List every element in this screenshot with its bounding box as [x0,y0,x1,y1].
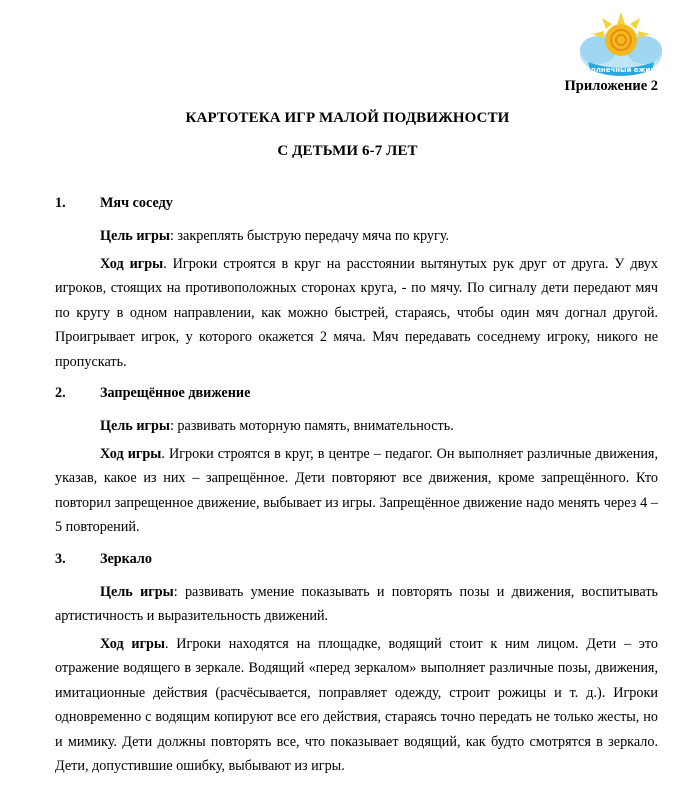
logo-sun-hedgehog [578,10,664,82]
goal-label: Цель игры [100,228,170,244]
goal-text: : развивать моторную память, внимательность. [169,418,454,434]
game-course [55,442,658,540]
game-course [55,252,658,375]
course-label: Ход игры [100,635,165,652]
game-heading [55,548,658,570]
game-goal [55,414,658,439]
game-section [55,548,658,779]
course-label: Ход игры [100,255,164,272]
game-name: Мяч соседу [100,195,173,211]
sun-logo-icon [578,10,664,82]
game-section [55,382,658,540]
game-goal [55,580,658,629]
game-name: Запрещённое движение [100,385,251,401]
appendix-label: Приложение 2 [564,78,658,94]
game-heading [55,382,658,404]
game-course [55,632,658,779]
page-subtitle: С ДЕТЬМИ 6-7 ЛЕТ [277,143,418,159]
svg-text:солнечный ежик: солнечный ежик [586,66,656,74]
game-heading [55,192,658,214]
course-text: . Игроки строятся в круг на расстоянии вытянутых рук друг от друга. У двух игроков, стоящих на противоположных сторонах круга, - по мячу. По сигналу дети передают мяч по кругу в одном направлении, как можно быстрей, стараясь, чтобы один мяч догнал другой. Проигрывает игрок, у которого окажется 2 мяча. Мяч передавать соседнему игроку, никого не пропускать. [55,255,658,370]
game-number: 3. [55,550,66,567]
course-text: . Игроки строятся в круг, в центре – педагог. Он выполняет различные движения, указав, какое из них – запрещённое. Дети повторяют все движения, кроме запрещённого. Кто повторил запрещенное движение, выбывает из игры. Запрещённое движение надо менять через 4 – 5 повторений. [55,445,658,535]
goal-label: Цель игры [100,418,170,434]
game-number: 2. [55,385,66,401]
goal-label: Цель игры [100,583,174,600]
game-goal [55,224,658,249]
course-label: Ход игры [100,445,162,462]
course-text: . Игроки находятся на площадке, водящий стоит к ним лицом. Дети – это отражение водящего в зеркале. Водящий «перед зеркалом» выполняет различные позы, движения, имитационные действия (расчёсывается, поправляет одежду, строит рожицы и т. д.). Игроки одновременно с водящим копируют все его действия, стараясь точно передать не только жесты, но и мимику. Дети должны повторять все, что показывает водящий, как будто смотрятся в зеркало. Дети, допустившие ошибку, выбывают из игры. [55,635,658,774]
game-name: Зеркало [100,550,152,567]
game-section [55,192,658,374]
goal-text: : развивать умение показывать и повторять позы и движения, воспитывать артистичность и выразительность движений. [55,583,658,624]
game-number: 1. [55,195,66,211]
games-list [55,192,658,779]
page-title: КАРТОТЕКА ИГР МАЛОЙ ПОДВИЖНОСТИ [185,110,510,126]
goal-text: : закреплять быструю передачу мяча по кругу. [169,228,450,244]
